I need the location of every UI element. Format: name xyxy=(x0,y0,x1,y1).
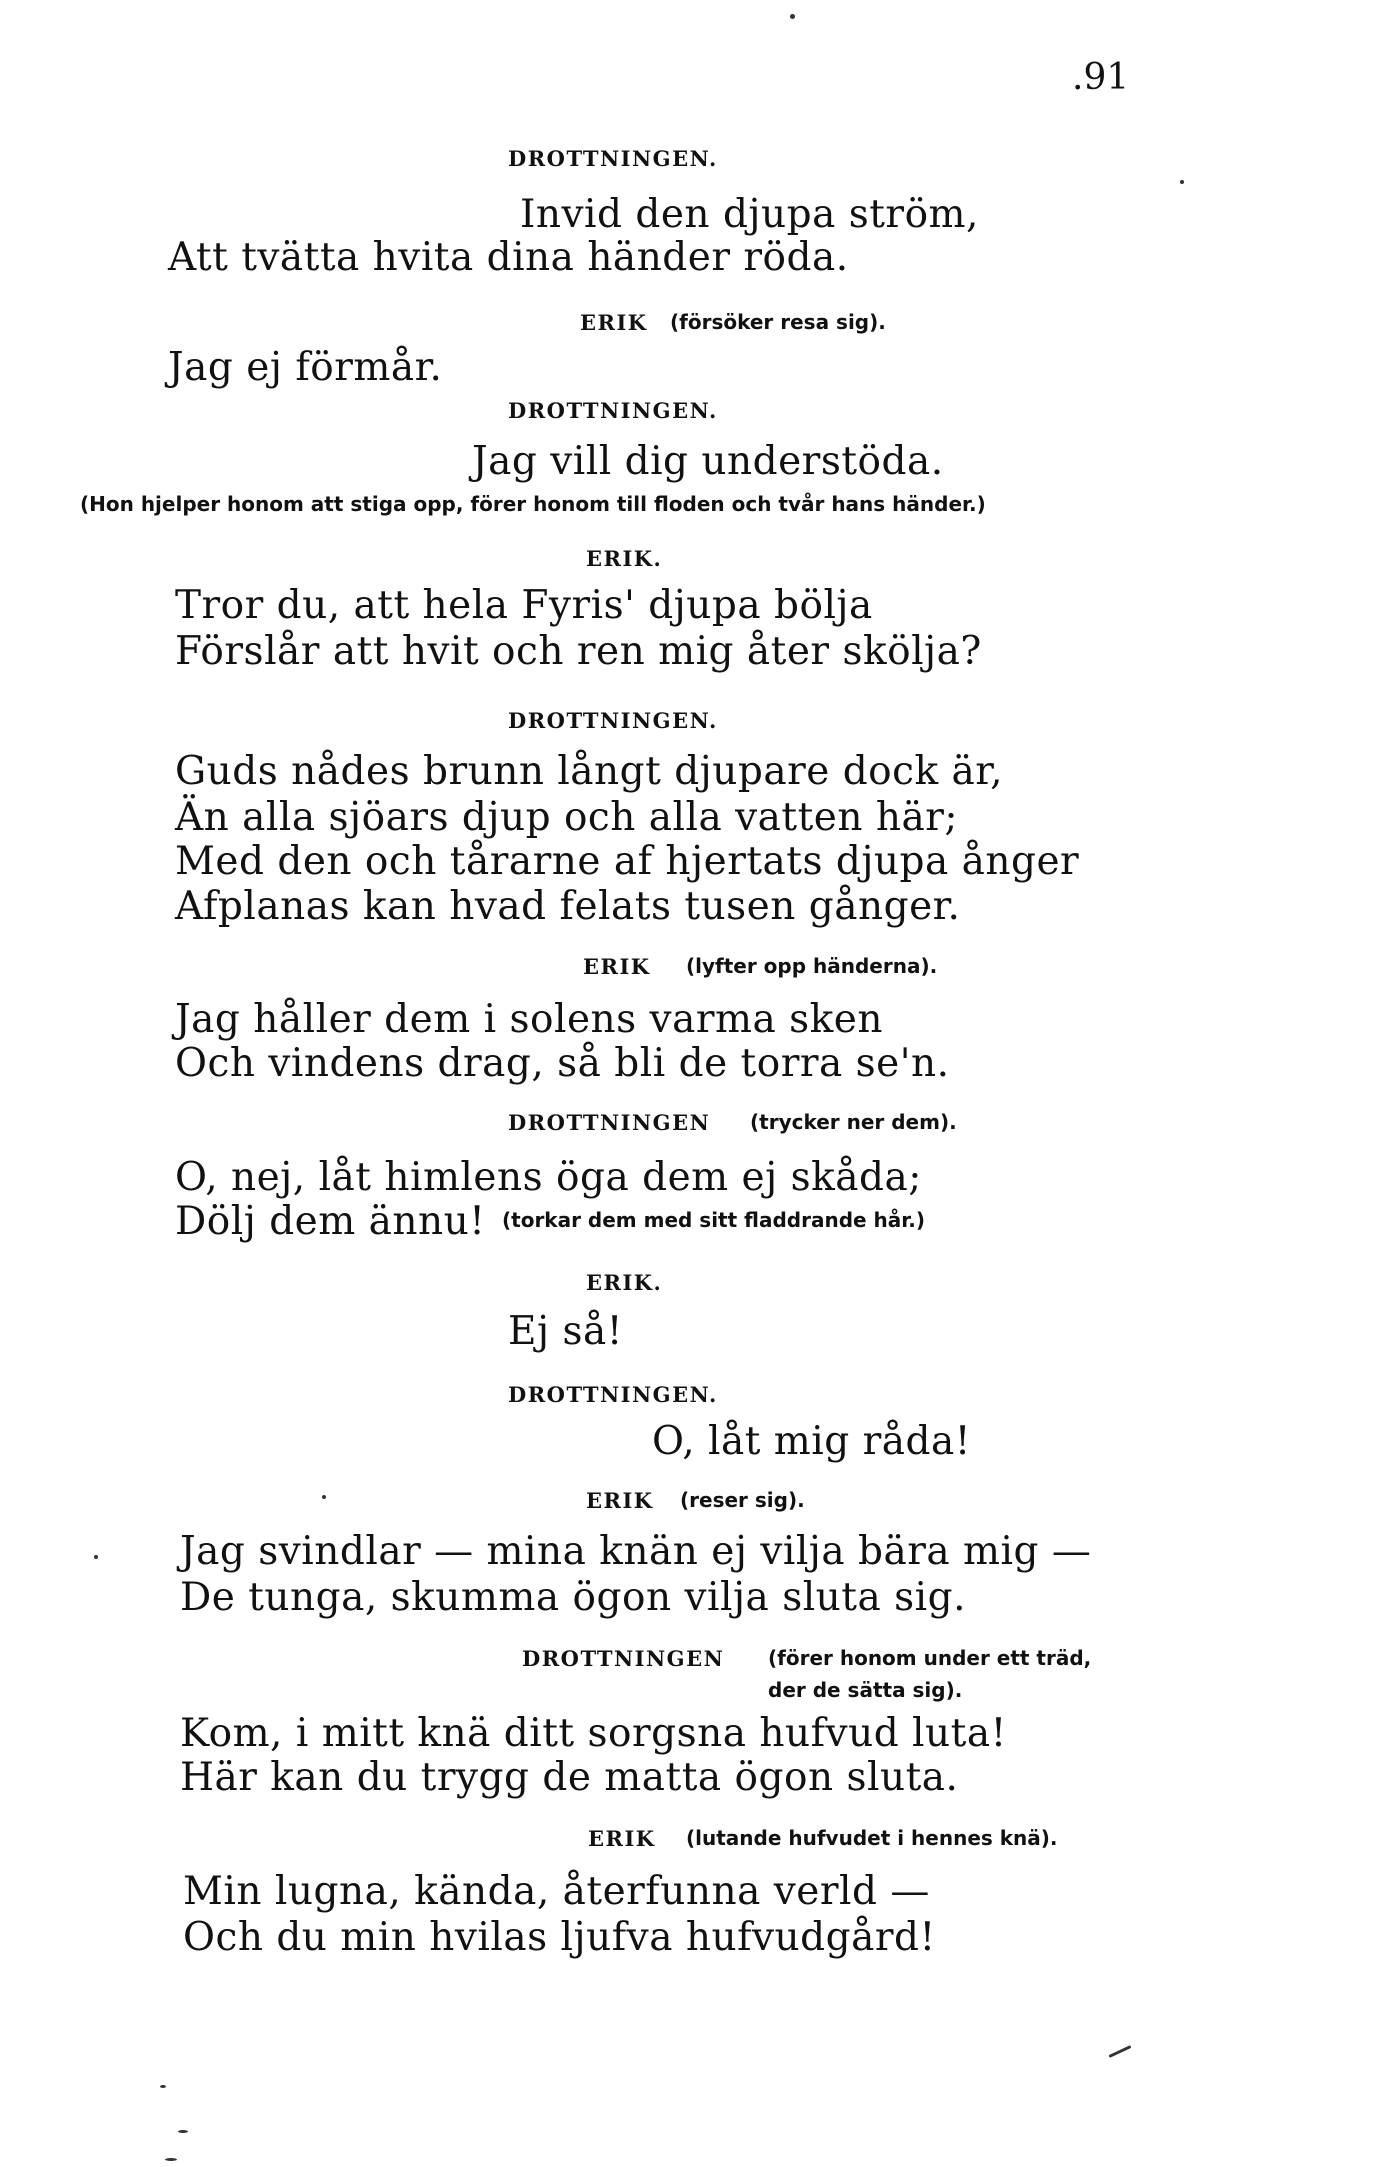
scan-speck xyxy=(790,14,795,19)
verse-line: Ej så! xyxy=(508,1309,623,1354)
verse-line: Guds nådes brunn långt djupare dock är, xyxy=(175,749,1004,794)
speaker-label: DROTTNINGEN xyxy=(508,1110,711,1135)
stage-direction: (torkar dem med sitt fladdrande hår.) xyxy=(502,1208,926,1232)
scan-speck xyxy=(160,2085,166,2088)
verse-line: Här kan du trygg de matta ögon sluta. xyxy=(180,1755,959,1800)
verse-line: Än alla sjöars djup och alla vatten här; xyxy=(175,795,959,840)
verse-line: De tunga, skumma ögon vilja sluta sig. xyxy=(180,1575,966,1620)
verse-line: Och vindens drag, så bli de torra se'n. xyxy=(175,1041,950,1086)
speaker-label: DROTTNINGEN. xyxy=(508,398,718,423)
stage-direction: (reser sig). xyxy=(680,1488,805,1512)
verse-line: Förslår att hvit och ren mig åter skölja? xyxy=(175,629,982,674)
speaker-label: ERIK xyxy=(586,1488,654,1513)
stage-direction: (förer honom under ett träd, xyxy=(768,1646,1092,1670)
speaker-label: DROTTNINGEN. xyxy=(508,1382,718,1407)
verse-line: Jag svindlar — mina knän ej vilja bära mig — xyxy=(180,1529,1092,1574)
scan-speck xyxy=(165,2158,177,2161)
verse-line: Invid den djupa ström, xyxy=(520,192,979,237)
stage-direction: (försöker resa sig). xyxy=(670,310,886,334)
stage-direction: (Hon hjelper honom att stiga opp, förer honom till floden och tvår hans händer.) xyxy=(80,492,986,516)
verse-line: Min lugna, kända, återfunna verld — xyxy=(183,1869,930,1914)
verse-line: Att tvätta hvita dina händer röda. xyxy=(168,235,849,280)
stage-direction: (lutande hufvudet i hennes knä). xyxy=(686,1826,1058,1850)
verse-line: Jag ej förmår. xyxy=(168,345,443,390)
speaker-label: ERIK xyxy=(588,1826,656,1851)
verse-line: Jag vill dig understöda. xyxy=(472,439,944,484)
scan-speck xyxy=(1180,180,1184,184)
speaker-label: ERIK. xyxy=(586,1270,663,1295)
scan-speck xyxy=(178,2130,188,2133)
verse-line: Med den och tårarne af hjertats djupa ånger xyxy=(175,839,1080,884)
verse-line: O, nej, låt himlens öga dem ej skåda; xyxy=(175,1155,922,1200)
speaker-label: ERIK. xyxy=(586,546,663,571)
verse-line: Dölj dem ännu! xyxy=(175,1199,486,1244)
scan-speck xyxy=(1108,2045,1131,2058)
verse-line: Tror du, att hela Fyris' djupa bölja xyxy=(175,583,873,628)
speaker-label: DROTTNINGEN xyxy=(522,1646,725,1671)
verse-line: Och du min hvilas ljufva hufvudgård! xyxy=(183,1915,936,1960)
scan-speck xyxy=(94,1555,98,1559)
speaker-label: ERIK xyxy=(583,954,651,979)
speaker-label: ERIK xyxy=(580,310,648,335)
stage-direction: (lyfter opp händerna). xyxy=(686,954,938,978)
stage-direction: (trycker ner dem). xyxy=(750,1110,957,1134)
scan-speck xyxy=(322,1495,326,1499)
speaker-label: DROTTNINGEN. xyxy=(508,708,718,733)
page-number: .91 xyxy=(1072,57,1130,98)
verse-line: O, låt mig råda! xyxy=(652,1419,971,1464)
verse-line: Afplanas kan hvad felats tusen gånger. xyxy=(175,884,961,929)
stage-direction: der de sätta sig). xyxy=(768,1678,963,1702)
verse-line: Jag håller dem i solens varma sken xyxy=(175,997,883,1042)
verse-line: Kom, i mitt knä ditt sorgsna hufvud luta! xyxy=(180,1711,1007,1756)
speaker-label: DROTTNINGEN. xyxy=(508,146,718,171)
